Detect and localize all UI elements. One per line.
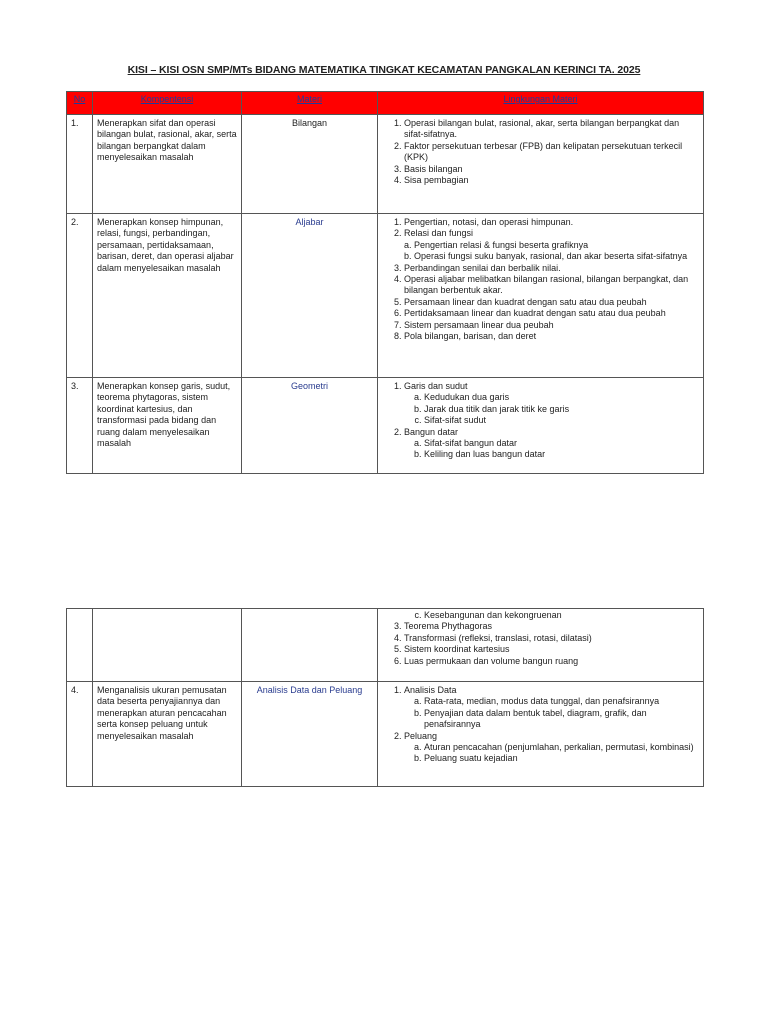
list-item: b. Jarak dua titik dan jarak titik ke garis	[424, 404, 699, 415]
row-lingkungan	[378, 609, 704, 682]
list-item: 4. Operasi aljabar melibatkan bilangan rasional, bilangan berpangkat, dan bilangan berbentuk akar.	[404, 274, 699, 297]
row-number: 3.	[67, 378, 93, 474]
list-item-text: Analisis Data	[404, 685, 457, 695]
list-item: 5. Persamaan linear dan kuadrat dengan satu atau dua peubah	[404, 297, 699, 308]
list-item: b. Operasi fungsi suku banyak, rasional, dan akar beserta sifat-sifatnya	[414, 251, 699, 262]
list-item: 6. Luas permukaan dan volume bangun ruang	[404, 656, 699, 667]
sub-topic-list	[404, 392, 699, 426]
list-item: a. Pengertian relasi & fungsi beserta grafiknya	[414, 240, 699, 251]
row-number	[67, 609, 93, 682]
document-title: KISI – KISI OSN SMP/MTs BIDANG MATEMATIKA TINGKAT KECAMATAN PANGKALAN KERINCI TA. 2025	[127, 64, 641, 76]
list-item: 4. Transformasi (refleksi, translasi, rotasi, dilatasi)	[404, 633, 699, 644]
row-materi: Aljabar	[242, 214, 378, 378]
row-number: 4.	[67, 682, 93, 787]
list-item: 3. Basis bilangan	[404, 164, 699, 175]
table-row	[67, 682, 704, 787]
list-item: 1. Operasi bilangan bulat, rasional, akar, serta bilangan berpangkat dan sifat-sifatnya.	[404, 118, 699, 141]
sub-topic-list	[404, 696, 699, 730]
list-item: 8. Pola bilangan, barisan, dan deret	[404, 331, 699, 342]
sub-topic-list	[404, 240, 699, 263]
row-materi: Bilangan	[242, 115, 378, 214]
list-item: 3. Teorema Phythagoras	[404, 621, 699, 632]
list-item: a. Aturan pencacahan (penjumlahan, perkalian, permutasi, kombinasi)	[424, 742, 699, 753]
row-kompetensi: Menerapkan konsep garis, sudut, teorema phytagoras, sistem koordinat kartesius, dan transformasi pada bidang dan ruang dalam menyelesaikan masalah	[93, 378, 242, 474]
sub-topic-list	[382, 610, 699, 621]
list-item: a. Sifat-sifat bangun datar	[424, 438, 699, 449]
list-item: 2. Faktor persekutuan terbesar (FPB) dan kelipatan persekutuan terkecil (KPK)	[404, 141, 699, 164]
topic-list	[382, 118, 699, 186]
list-item	[404, 381, 699, 427]
kisi-table-page-1	[66, 91, 704, 474]
header-materi: Materi	[242, 92, 378, 115]
table-row	[67, 378, 704, 474]
sub-topic-list	[404, 742, 699, 765]
list-item: b. Peluang suatu kejadian	[424, 753, 699, 764]
row-materi: Geometri	[242, 378, 378, 474]
list-item-text: Peluang	[404, 730, 438, 741]
topic-list	[382, 217, 699, 342]
list-item-text: Bangun datar	[404, 426, 459, 437]
table-row	[67, 214, 704, 378]
list-item: a. Rata-rata, median, modus data tunggal, dan penafsirannya	[424, 696, 699, 707]
list-item: a. Kedudukan dua garis	[424, 392, 699, 403]
row-lingkungan	[378, 214, 704, 378]
row-lingkungan	[378, 682, 704, 787]
list-item	[404, 228, 699, 262]
list-item-text: Garis dan sudut	[404, 381, 468, 391]
table-row	[67, 609, 704, 682]
header-lingkungan-materi: Lingkungan Materi	[378, 92, 704, 115]
topic-list	[382, 621, 699, 667]
kisi-table-page-2	[66, 608, 704, 787]
list-item	[404, 731, 699, 765]
topic-list	[382, 381, 699, 461]
list-item: b. Keliling dan luas bangun datar	[424, 449, 699, 460]
table-row	[67, 115, 704, 214]
list-item: c. Sifat-sifat sudut	[424, 415, 699, 426]
row-kompetensi: Menerapkan konsep himpunan, relasi, fungsi, perbandingan, persamaan, pertidaksamaan, barisan, deret, dan operasi aljabar dalam menyelesaikan masalah	[93, 214, 242, 378]
list-item: c. Kesebangunan dan kekongruenan	[424, 610, 699, 621]
table-header-row	[67, 92, 704, 115]
list-item: 6. Pertidaksamaan linear dan kuadrat dengan satu atau dua peubah	[404, 308, 699, 319]
row-lingkungan	[378, 378, 704, 474]
row-materi: Analisis Data dan Peluang	[242, 682, 378, 787]
list-item: 7. Sistem persamaan linear dua peubah	[404, 320, 699, 331]
list-item: 5. Sistem koordinat kartesius	[404, 644, 699, 655]
topic-list	[382, 685, 699, 765]
list-item	[404, 685, 699, 731]
header-no: No	[67, 92, 93, 115]
list-item: 1. Pengertian, notasi, dan operasi himpunan.	[404, 217, 699, 228]
row-materi	[242, 609, 378, 682]
list-item: b. Penyajian data dalam bentuk tabel, diagram, grafik, dan penafsirannya	[424, 708, 699, 731]
list-item: 3. Perbandingan senilai dan berbalik nilai.	[404, 263, 699, 274]
list-item-text: Relasi dan fungsi	[404, 228, 474, 239]
list-item: 4. Sisa pembagian	[404, 175, 699, 186]
sub-topic-list	[404, 438, 699, 461]
row-number: 1.	[67, 115, 93, 214]
row-kompetensi: Menganalisis ukuran pemusatan data beserta penyajiannya dan menerapkan aturan pencacahan serta konsep peluang untuk menyelesaikan masalah	[93, 682, 242, 787]
header-kompetensi: Kompentensi	[93, 92, 242, 115]
row-kompetensi	[93, 609, 242, 682]
row-lingkungan	[378, 115, 704, 214]
list-item	[404, 427, 699, 461]
row-kompetensi: Menerapkan sifat dan operasi bilangan bulat, rasional, akar, serta bilangan berpangkat dalam menyelesaikan masalah	[93, 115, 242, 214]
row-number: 2.	[67, 214, 93, 378]
